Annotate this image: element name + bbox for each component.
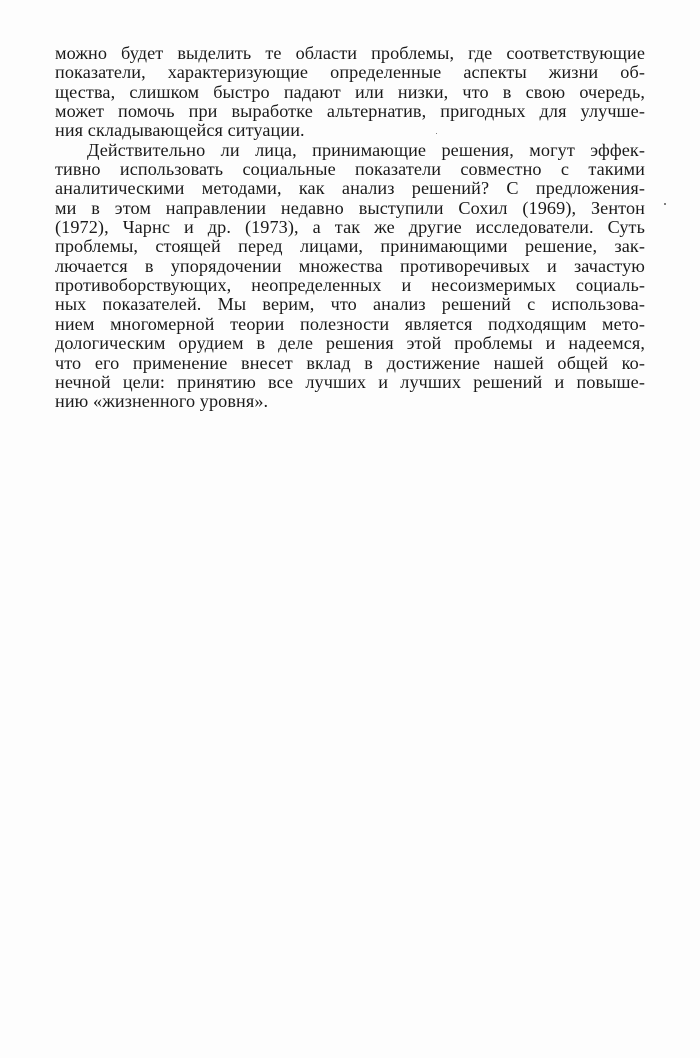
- text-line: лючается в упорядочении множества противоречивых и зачастую: [55, 255, 645, 276]
- text-line: дологическим орудием в деле решения этой проблемы и надеемся,: [55, 333, 645, 354]
- text-line: щества, слишком быстро падают или низки, что в свою очередь,: [55, 81, 645, 102]
- text-line: противоборствующих, неопределенных и несоизмеримых социаль-: [55, 275, 645, 296]
- body-text: [55, 44, 645, 412]
- scan-speck: [664, 203, 666, 205]
- text-line: нием многомерной теории полезности является подходящим мето-: [55, 313, 645, 334]
- text-line: ния складывающейся ситуации.: [55, 120, 305, 141]
- text-line: нечной цели: принятию все лучших и лучших решений и повыше-: [55, 371, 645, 392]
- text-line: показатели, характеризующие определенные аспекты жизни об-: [55, 62, 645, 83]
- text-line: Действительно ли лица, принимающие решения, могут эффек-: [87, 139, 645, 160]
- paragraph-1: [55, 44, 645, 141]
- text-line: нию «жизненного уровня».: [55, 391, 269, 412]
- text-line: тивно использовать социальные показатели совместно с такими: [55, 159, 645, 180]
- text-line: может помочь при выработке альтернатив, пригодных для улучше-: [55, 101, 645, 122]
- text-line: аналитическими методами, как анализ решений? С предложения-: [55, 178, 645, 199]
- text-line: ных показателей. Мы верим, что анализ решений с использова-: [55, 294, 645, 315]
- text-line: ми в этом направлении недавно выступили Сохил (1969), Зентон: [55, 197, 645, 218]
- text-line: можно будет выделить те области проблемы, где соответствующие: [55, 43, 645, 63]
- text-line: что его применение внесет вклад в достижение нашей общей ко-: [55, 352, 645, 373]
- scan-speck: [436, 133, 437, 134]
- paragraph-2: [55, 141, 645, 412]
- text-line: (1972), Чарнс и др. (1973), а так же другие исследователи. Суть: [55, 217, 645, 238]
- text-line: проблемы, стоящей перед лицами, принимающими решение, зак-: [55, 236, 645, 257]
